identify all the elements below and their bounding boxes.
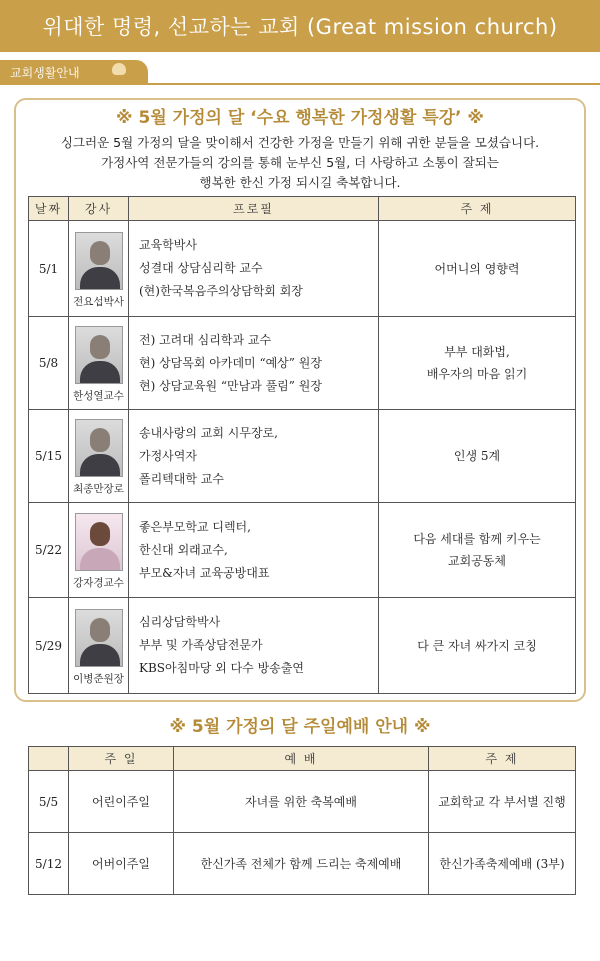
topic-cell [379, 317, 576, 410]
section-divider [0, 83, 600, 85]
profile-line: 성결대 상담심리학 교수 [139, 261, 263, 275]
topic-cell [379, 598, 576, 694]
section-tab [0, 60, 148, 84]
topic-line: 배우자의 마음 읽기 [426, 367, 528, 381]
header-topic: 주 제 [429, 747, 576, 771]
sunday-name: 어린이주일 [69, 771, 174, 833]
topic-line: 다 큰 자녀 싸가지 코칭 [417, 638, 537, 653]
profile-line: 부부 및 가족상담전문가 [139, 638, 263, 652]
topic-cell [379, 503, 576, 598]
profile-line: 가정사역자 [139, 448, 197, 463]
topic-line: 인생 5계 [453, 449, 501, 463]
table-row [29, 833, 576, 895]
speaker-cell [69, 410, 129, 503]
profile-cell [129, 503, 379, 598]
topic-line: 부부 대화법, [444, 345, 510, 359]
speaker-cell [69, 503, 129, 598]
speaker-photo [75, 609, 123, 667]
worship-header-row [29, 747, 576, 771]
table-row [29, 503, 576, 598]
lecture-date: 5/15 [29, 410, 69, 503]
speaker-photo [75, 326, 123, 384]
speaker-name: 최종만장로 [73, 483, 124, 495]
profile-cell [129, 598, 379, 694]
profile-line: 교육학박사 [139, 238, 197, 252]
worship-date: 5/5 [29, 771, 69, 833]
header-profile: 프로필 [129, 197, 379, 221]
header-service: 예 배 [174, 747, 429, 771]
lecture-date: 5/1 [29, 221, 69, 317]
profile-line: 부모&자녀 교육공방대표 [139, 565, 270, 580]
speaker-cell [69, 317, 129, 410]
lecture-date: 5/29 [29, 598, 69, 694]
table-row [29, 771, 576, 833]
worship-table [28, 746, 576, 895]
profile-line: 송내사랑의 교회 시무장로, [139, 425, 278, 440]
table-row [29, 221, 576, 317]
profile-cell [129, 410, 379, 503]
sunday-name: 어버이주일 [69, 833, 174, 895]
lecture-header-row [29, 197, 576, 221]
topic-cell [379, 221, 576, 317]
profile-line: KBS아침마당 외 다수 방송출연 [139, 661, 304, 675]
heart-icon [112, 63, 126, 75]
section-tab-label: 교회생활안내 [10, 65, 80, 80]
topic-line: 교회공동체 [448, 554, 506, 568]
speaker-name: 전요섭박사 [73, 295, 124, 308]
header-blank [29, 747, 69, 771]
speaker-cell [69, 221, 129, 317]
speaker-photo [75, 419, 123, 477]
service-name: 자녀를 위한 축복예배 [174, 771, 429, 833]
profile-line: 현) 상담교육원 “만남과 풀림” 원장 [139, 378, 322, 393]
lecture-title: ※ 5월 가정의 달 ‘수요 행복한 가정생활 특강’ ※ [116, 108, 484, 128]
profile-line: 심리상담학박사 [139, 615, 221, 629]
intro-line-2: 가정사역 전문가들의 강의를 통해 눈부신 5월, 더 사랑하고 소통이 잘되는 [101, 155, 499, 170]
table-row [29, 317, 576, 410]
lecture-date: 5/8 [29, 317, 69, 410]
lecture-table [28, 196, 576, 694]
service-name: 한신가족 전체가 함께 드리는 축제예배 [174, 833, 429, 895]
profile-line: 한신대 외래교수, [139, 542, 228, 557]
worship-title: ※ 5월 가정의 달 주일예배 안내 ※ [169, 717, 431, 737]
speaker-photo [75, 232, 123, 290]
lecture-date: 5/22 [29, 503, 69, 598]
profile-line: (현)한국복음주의상담학회 회장 [139, 284, 303, 298]
profile-line: 현) 상담목회 아카데미 “예상” 원장 [139, 355, 322, 370]
header-banner [0, 0, 600, 52]
header-speaker: 강사 [69, 197, 129, 221]
profile-line: 폴리텍대학 교수 [139, 471, 224, 486]
header-sunday: 주 일 [69, 747, 174, 771]
topic-cell [379, 410, 576, 503]
worship-topic: 한신가족축제예배 (3부) [429, 833, 576, 895]
speaker-name: 이병준원장 [73, 672, 124, 685]
profile-line: 전) 고려대 심리학과 교수 [139, 332, 272, 347]
table-row [29, 598, 576, 694]
speaker-name: 강자경교수 [73, 577, 124, 589]
worship-topic: 교회학교 각 부서별 진행 [429, 771, 576, 833]
profile-cell [129, 221, 379, 317]
header-title: 위대한 명령, 선교하는 교회 (Great mission church) [42, 15, 558, 39]
intro-line-3: 행복한 한신 가정 되시길 축복합니다. [199, 175, 401, 190]
topic-line: 어머니의 영향력 [434, 261, 520, 276]
speaker-photo [75, 513, 123, 571]
table-row [29, 410, 576, 503]
worship-date: 5/12 [29, 833, 69, 895]
profile-line: 좋은부모학교 디렉터, [139, 519, 251, 534]
speaker-cell [69, 598, 129, 694]
header-topic: 주 제 [379, 197, 576, 221]
speaker-name: 한성열교수 [73, 390, 124, 402]
header-date: 날짜 [29, 197, 69, 221]
topic-line: 다음 세대를 함께 키우는 [413, 532, 541, 546]
profile-cell [129, 317, 379, 410]
intro-line-1: 싱그러운 5월 가정의 달을 맞이해서 건강한 가정을 만들기 위해 귀한 분들을 모셨습니다. [60, 135, 540, 150]
